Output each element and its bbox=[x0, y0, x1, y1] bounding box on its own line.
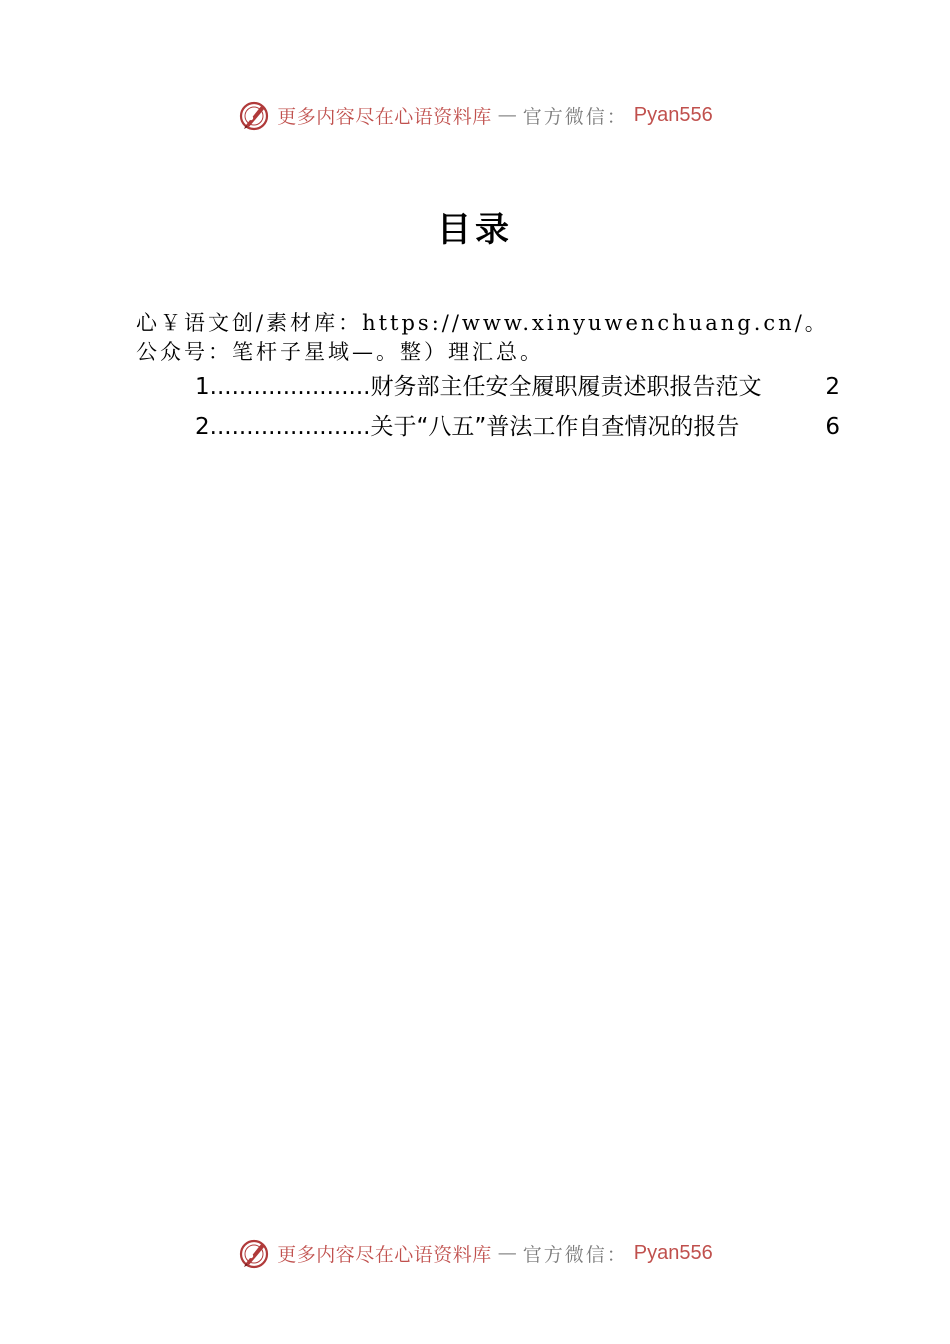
toc-entry-title: 财务部主任安全履职履责述职报告范文 bbox=[370, 374, 762, 400]
footer-wechat-id: Pyan556 bbox=[633, 1241, 713, 1264]
toc-entry-number: 2 bbox=[195, 414, 210, 440]
source-notice: 心￥语文创/素材库：https://www.xinyuwenchuang.cn/。公众号：笔杆子星域—。整）理汇总。 bbox=[136, 311, 829, 364]
toc-entry-page: 2 bbox=[825, 374, 840, 400]
table-of-contents bbox=[195, 368, 840, 448]
footer-separator: — bbox=[497, 1242, 517, 1264]
toc-entry-number: 1 bbox=[195, 374, 210, 400]
footer-text: 更多内容尽在心语资料库 bbox=[277, 1243, 492, 1266]
header-wechat-id: Pyan556 bbox=[633, 103, 713, 126]
toc-leader-dots: ...................... bbox=[209, 414, 371, 440]
page-title: 目录 bbox=[437, 210, 513, 250]
toc-entry-1[interactable] bbox=[195, 368, 840, 408]
footer-wechat-label: 官方微信： bbox=[522, 1243, 628, 1266]
header-separator: — bbox=[497, 104, 517, 126]
toc-leader-dots: ...................... bbox=[209, 374, 371, 400]
toc-entry-page: 6 bbox=[825, 414, 840, 440]
header-banner bbox=[0, 95, 950, 135]
pen-seal-icon bbox=[237, 98, 271, 132]
header-text: 更多内容尽在心语资料库 bbox=[277, 105, 492, 128]
toc-entry-title: 关于“八五”普法工作自查情况的报告 bbox=[370, 414, 740, 440]
footer-banner bbox=[0, 1233, 950, 1273]
header-wechat-label: 官方微信： bbox=[522, 105, 628, 128]
pen-seal-icon bbox=[237, 1236, 271, 1270]
toc-entry-2[interactable] bbox=[195, 408, 840, 448]
